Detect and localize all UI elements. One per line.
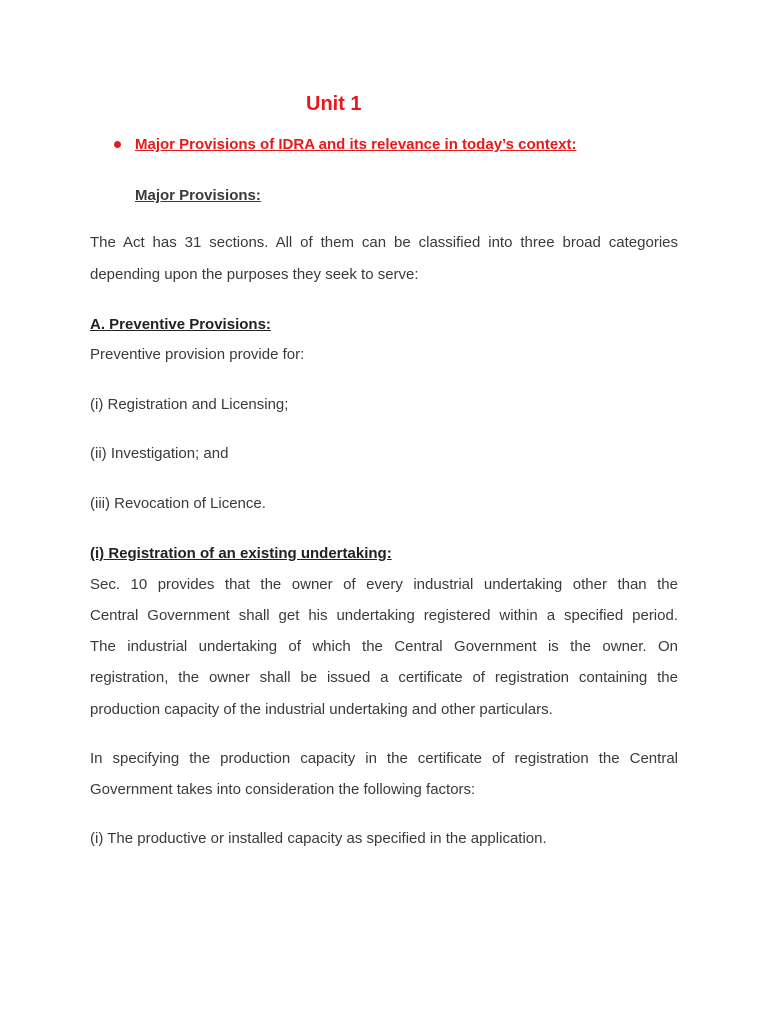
para1-line-1: Sec. 10 provides that the owner of every industrial undertaking other than the (90, 576, 678, 593)
major-provisions-heading: Major Provisions: (135, 187, 261, 204)
bullet-icon (114, 141, 121, 148)
factor-item-1: (i) The productive or installed capacity as specified in the application. (90, 830, 547, 847)
page-title: Unit 1 (306, 93, 362, 115)
intro-line-2: depending upon the purposes they seek to serve: (90, 266, 419, 283)
intro-line-1: The Act has 31 sections. All of them can be classified into three broad categories (90, 234, 678, 251)
bullet-heading: Major Provisions of IDRA and its relevance in today’s context: (135, 136, 577, 153)
list-item-investigation: (ii) Investigation; and (90, 445, 229, 462)
list-item-revocation: (iii) Revocation of Licence. (90, 495, 266, 512)
para2-line-1: In specifying the production capacity in the certificate of registration the Central (90, 750, 678, 767)
para1-line-2: Central Government shall get his undertaking registered within a specified period. (90, 607, 678, 624)
para1-line-4: registration, the owner shall be issued a certificate of registration containing the (90, 669, 678, 686)
section-i-heading: (i) Registration of an existing undertaking: (90, 545, 392, 562)
section-a-heading: A. Preventive Provisions: (90, 316, 271, 333)
list-item-registration: (i) Registration and Licensing; (90, 396, 289, 413)
para1-line-3: The industrial undertaking of which the Central Government is the owner. On (90, 638, 678, 655)
section-a-lead: Preventive provision provide for: (90, 346, 305, 363)
para1-line-5: production capacity of the industrial undertaking and other particulars. (90, 701, 553, 718)
para2-line-2: Government takes into consideration the following factors: (90, 781, 476, 798)
